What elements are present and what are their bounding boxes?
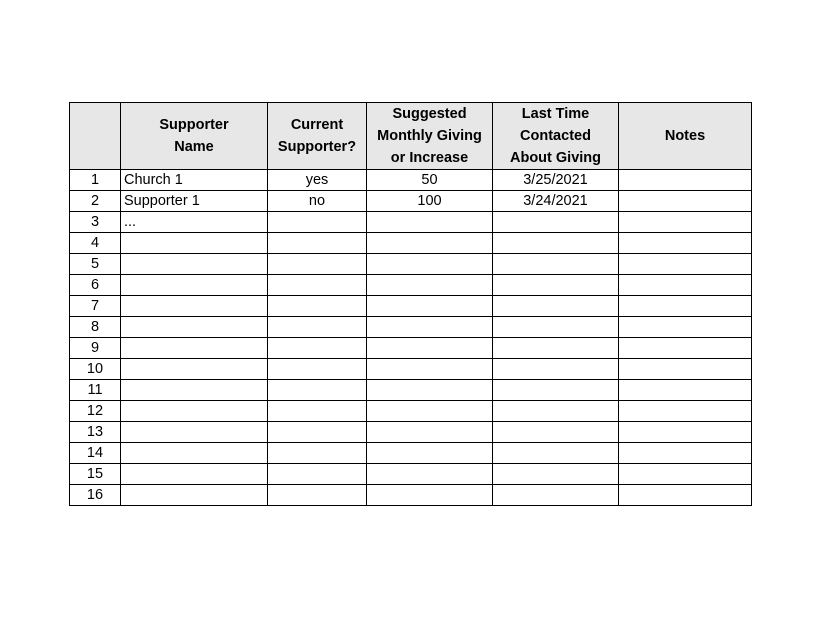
notes-cell[interactable] — [619, 212, 752, 233]
last-contacted-cell[interactable] — [493, 338, 619, 359]
row-number-cell: 3 — [70, 212, 121, 233]
table-row — [70, 485, 752, 506]
suggested-giving-cell[interactable] — [367, 338, 493, 359]
suggested-giving-cell[interactable] — [367, 359, 493, 380]
table-row — [70, 464, 752, 485]
notes-cell[interactable] — [619, 317, 752, 338]
suggested-giving-cell[interactable]: 100 — [367, 191, 493, 212]
row-number-cell: 15 — [70, 464, 121, 485]
supporter-name-cell[interactable]: Supporter 1 — [121, 191, 268, 212]
last-contacted-cell[interactable] — [493, 380, 619, 401]
suggested-giving-cell[interactable] — [367, 422, 493, 443]
table-body — [70, 170, 752, 506]
suggested-giving-cell[interactable] — [367, 212, 493, 233]
row-number-cell: 1 — [70, 170, 121, 191]
last-contacted-cell[interactable] — [493, 422, 619, 443]
notes-cell[interactable] — [619, 401, 752, 422]
supporter-name-cell[interactable] — [121, 296, 268, 317]
last-contacted-cell[interactable] — [493, 254, 619, 275]
suggested-giving-cell[interactable]: 50 — [367, 170, 493, 191]
last-contacted-cell[interactable]: 3/24/2021 — [493, 191, 619, 212]
table-header — [70, 103, 752, 170]
notes-cell[interactable] — [619, 380, 752, 401]
suggested-giving-cell[interactable] — [367, 401, 493, 422]
current-supporter-cell[interactable] — [268, 338, 367, 359]
row-number-cell: 2 — [70, 191, 121, 212]
suggested-giving-cell[interactable] — [367, 275, 493, 296]
last-contacted-cell[interactable] — [493, 464, 619, 485]
table-row — [70, 212, 752, 233]
row-number-cell: 6 — [70, 275, 121, 296]
notes-cell[interactable] — [619, 485, 752, 506]
current-supporter-cell[interactable]: yes — [268, 170, 367, 191]
header-supporter-name — [121, 103, 268, 170]
notes-cell[interactable] — [619, 464, 752, 485]
supporter-name-cell[interactable] — [121, 275, 268, 296]
current-supporter-cell[interactable] — [268, 443, 367, 464]
current-supporter-cell[interactable] — [268, 254, 367, 275]
table-row — [70, 359, 752, 380]
supporter-name-cell[interactable] — [121, 233, 268, 254]
supporter-name-cell[interactable] — [121, 254, 268, 275]
current-supporter-cell[interactable] — [268, 317, 367, 338]
notes-cell[interactable] — [619, 338, 752, 359]
table-row — [70, 443, 752, 464]
row-number-cell: 4 — [70, 233, 121, 254]
suggested-giving-cell[interactable] — [367, 485, 493, 506]
last-contacted-cell[interactable]: 3/25/2021 — [493, 170, 619, 191]
table-row — [70, 380, 752, 401]
header-suggested-giving — [367, 103, 493, 170]
row-number-cell: 16 — [70, 485, 121, 506]
last-contacted-cell[interactable] — [493, 485, 619, 506]
current-supporter-cell[interactable] — [268, 464, 367, 485]
table-row — [70, 422, 752, 443]
supporter-name-cell[interactable] — [121, 464, 268, 485]
header-last-contacted — [493, 103, 619, 170]
row-number-cell: 8 — [70, 317, 121, 338]
supporter-name-cell[interactable]: Church 1 — [121, 170, 268, 191]
row-number-cell: 9 — [70, 338, 121, 359]
notes-cell[interactable] — [619, 359, 752, 380]
supporter-name-cell[interactable] — [121, 401, 268, 422]
table-row — [70, 170, 752, 191]
header-line: Supporter? — [277, 139, 357, 155]
supporter-name-cell[interactable] — [121, 485, 268, 506]
last-contacted-cell[interactable] — [493, 296, 619, 317]
current-supporter-cell[interactable] — [268, 233, 367, 254]
suggested-giving-cell[interactable] — [367, 317, 493, 338]
suggested-giving-cell[interactable] — [367, 254, 493, 275]
header-line: Suggested — [392, 106, 467, 122]
header-notes — [619, 103, 752, 170]
suggested-giving-cell[interactable] — [367, 233, 493, 254]
last-contacted-cell[interactable] — [493, 233, 619, 254]
notes-cell[interactable] — [619, 296, 752, 317]
table-row — [70, 338, 752, 359]
current-supporter-cell[interactable] — [268, 296, 367, 317]
header-line: Notes — [664, 128, 706, 144]
table-row — [70, 254, 752, 275]
row-number-cell: 13 — [70, 422, 121, 443]
supporter-name-cell[interactable] — [121, 338, 268, 359]
notes-cell[interactable] — [619, 422, 752, 443]
header-row — [70, 103, 752, 170]
header-line: About Giving — [509, 150, 601, 166]
notes-cell[interactable] — [619, 233, 752, 254]
supporter-name-cell[interactable] — [121, 380, 268, 401]
current-supporter-cell[interactable]: no — [268, 191, 367, 212]
suggested-giving-cell[interactable] — [367, 380, 493, 401]
header-current-supporter — [268, 103, 367, 170]
current-supporter-cell[interactable] — [268, 422, 367, 443]
current-supporter-cell[interactable] — [268, 380, 367, 401]
supporter-name-cell[interactable]: ... — [121, 212, 268, 233]
supporter-name-cell[interactable] — [121, 422, 268, 443]
header-line: or Increase — [390, 150, 469, 166]
current-supporter-cell[interactable] — [268, 275, 367, 296]
current-supporter-cell[interactable] — [268, 485, 367, 506]
supporter-name-cell[interactable] — [121, 443, 268, 464]
table-row — [70, 233, 752, 254]
header-line: Name — [174, 139, 214, 155]
row-number-cell: 11 — [70, 380, 121, 401]
last-contacted-cell[interactable] — [493, 359, 619, 380]
notes-cell[interactable] — [619, 275, 752, 296]
row-number-cell: 14 — [70, 443, 121, 464]
current-supporter-cell[interactable] — [268, 359, 367, 380]
row-number-cell: 12 — [70, 401, 121, 422]
last-contacted-cell[interactable] — [493, 443, 619, 464]
table-row — [70, 275, 752, 296]
row-number-cell: 5 — [70, 254, 121, 275]
suggested-giving-cell[interactable] — [367, 296, 493, 317]
supporter-name-cell[interactable] — [121, 359, 268, 380]
supporter-table — [69, 102, 752, 506]
last-contacted-cell[interactable] — [493, 275, 619, 296]
last-contacted-cell[interactable] — [493, 317, 619, 338]
current-supporter-cell[interactable] — [268, 212, 367, 233]
table-row — [70, 317, 752, 338]
notes-cell[interactable] — [619, 443, 752, 464]
header-number — [70, 103, 121, 170]
header-line: Current — [290, 117, 344, 133]
supporter-name-cell[interactable] — [121, 317, 268, 338]
table-row — [70, 191, 752, 212]
notes-cell[interactable] — [619, 254, 752, 275]
table-row — [70, 401, 752, 422]
header-line: Monthly Giving — [377, 128, 482, 144]
suggested-giving-cell[interactable] — [367, 464, 493, 485]
row-number-cell: 10 — [70, 359, 121, 380]
notes-cell[interactable] — [619, 191, 752, 212]
suggested-giving-cell[interactable] — [367, 443, 493, 464]
header-line: Contacted — [520, 128, 591, 144]
header-line: Supporter — [159, 117, 229, 133]
notes-cell[interactable] — [619, 170, 752, 191]
table-row — [70, 296, 752, 317]
last-contacted-cell[interactable] — [493, 212, 619, 233]
row-number-cell: 7 — [70, 296, 121, 317]
header-line: Last Time — [521, 106, 590, 122]
supporter-sheet — [69, 102, 752, 506]
current-supporter-cell[interactable] — [268, 401, 367, 422]
last-contacted-cell[interactable] — [493, 401, 619, 422]
